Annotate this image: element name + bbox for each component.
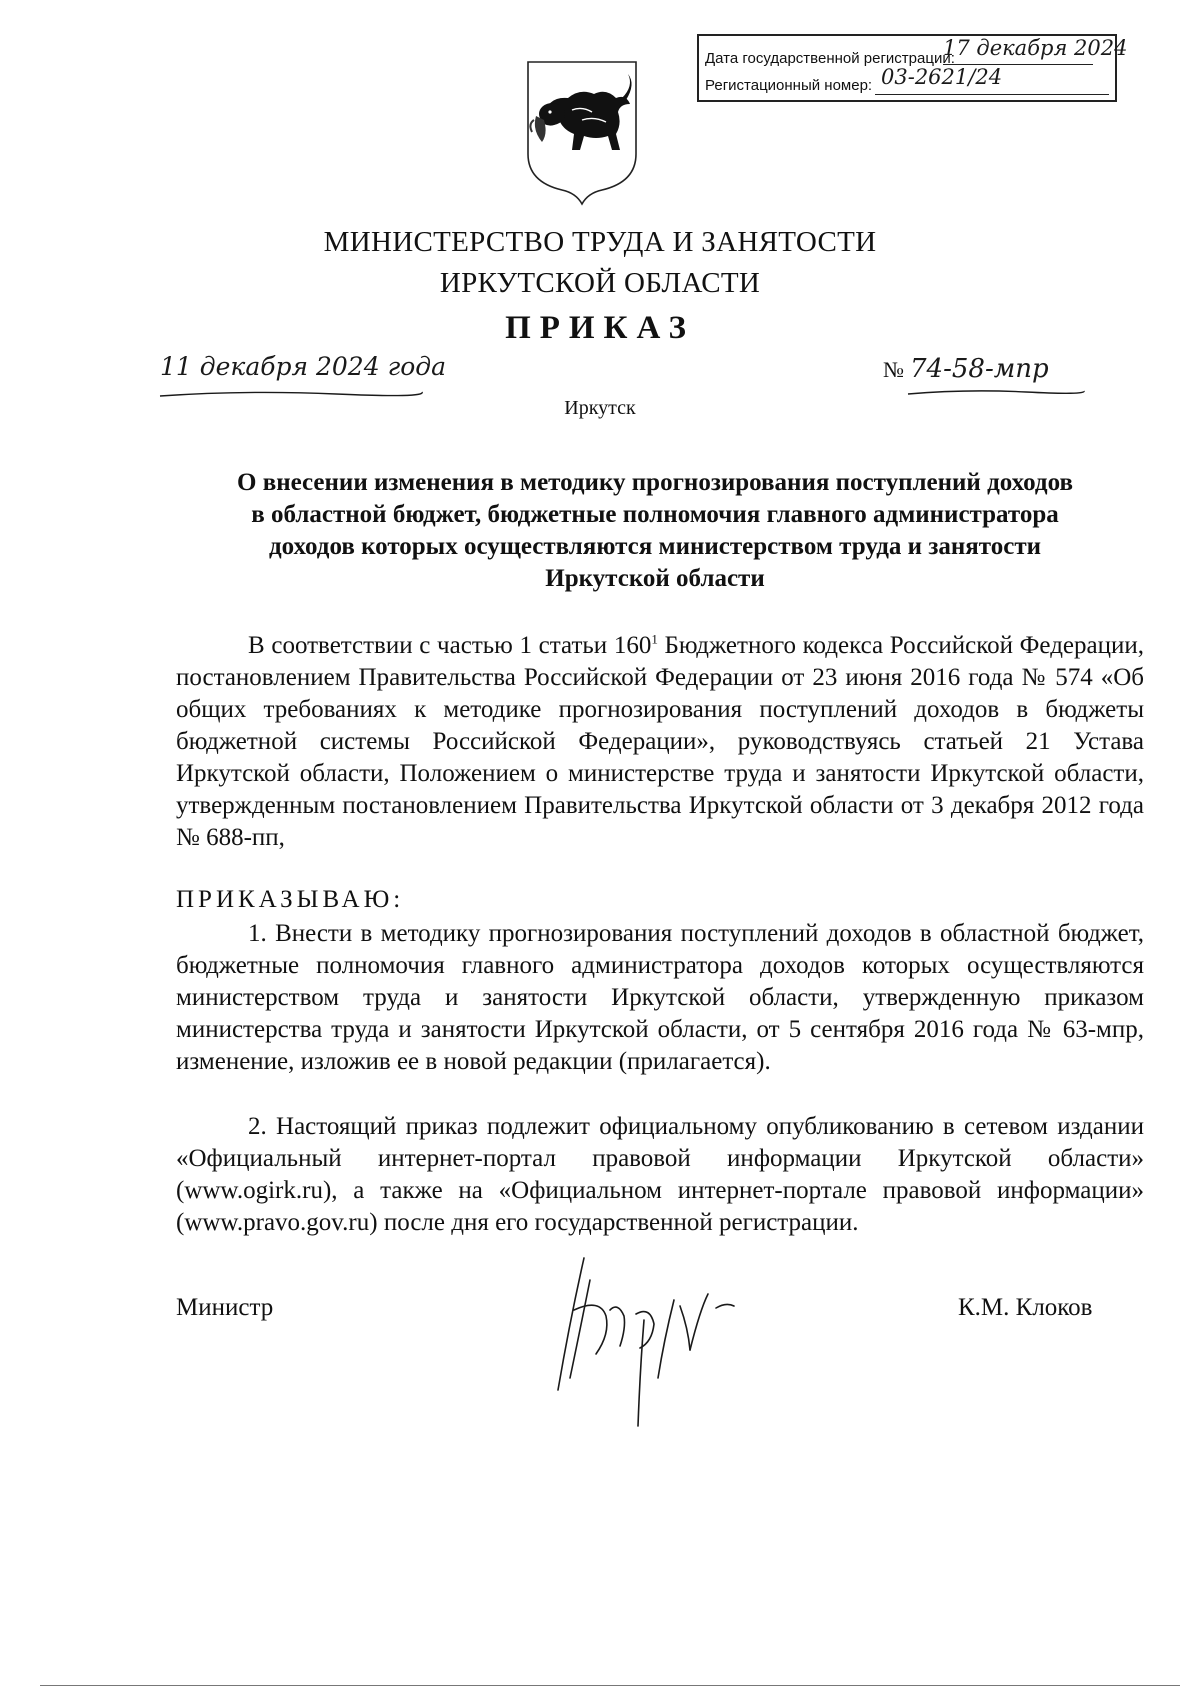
subject-line: О внесении изменения в методику прогнозирования поступлений доходов <box>237 469 1073 496</box>
signatory-title: Министр <box>176 1294 274 1321</box>
order-item-1: 1. Внести в методику прогнозирования поступлений доходов в областной бюджет, бюджетные полномочия главного администратора доходов которых осуществляются министерством труда и занятости Иркутской области, утвержденную приказом министерства труда и занятости Иркутской области, от 5 сентября 2016 года № 63-мпр, изменение, изложив ее в новой редакции (прилагается). <box>176 920 1144 1075</box>
order-date-handwritten: 11 декабря 2024 года <box>160 352 446 381</box>
order-number <box>883 354 1049 384</box>
city-name: Иркутск <box>564 397 636 419</box>
order-item-2: 2. Настоящий приказ подлежит официальному опубликованию в сетевом издании «Официальный интернет-портал правовой информации Иркутской области» (www.ogirk.ru), а также на «Официальном интернет-портале правовой информации» (www.pravo.gov.ru) после дня его государственной регистрации. <box>176 1113 1144 1236</box>
handwritten-signature <box>540 1250 800 1430</box>
subject-line: Иркутской области <box>545 565 765 592</box>
registration-date-label: Дата государственной регистрации: <box>705 50 955 67</box>
registration-number-underline <box>875 94 1109 95</box>
subject-line: доходов которых осуществляются министерством труда и занятости <box>268 533 1042 560</box>
registration-number-label: Регистационный номер: <box>705 77 873 94</box>
order-number-handwritten: 74-58-мпр <box>910 354 1049 384</box>
registration-number-value: 03-2621/24 <box>881 65 1003 89</box>
preamble-text-rest: Бюджетного кодекса Российской Федерации, постановлением Правительства Российской Федерации от 23 июня 2016 года № 574 «Об общих требованиях к методике прогнозирования поступлений доходов в бюджеты бюджетной системы Российской Федерации», руководствуясь статьей 21 Устава Иркутской области, Положением о министерстве труда и занятости Иркутской области, утвержденным постановлением Правительства Иркутской области от 3 декабря 2012 года № 688-пп, <box>176 632 1144 851</box>
ministry-name-line2: ИРКУТСКОЙ ОБЛАСТИ <box>439 267 761 299</box>
order-subject <box>160 467 1150 595</box>
registration-stamp <box>697 34 1128 102</box>
preamble-paragraph <box>176 630 1144 854</box>
order-directive-word: ПРИКАЗЫВАЮ: <box>176 886 405 913</box>
signatory-name: К.М. Клоков <box>958 1294 1093 1321</box>
registration-number-line <box>705 77 872 94</box>
document-type-title: ПРИКАЗ <box>505 310 695 346</box>
page-bottom-divider <box>40 1685 1180 1686</box>
registration-date-value: 17 декабря 2024 <box>943 36 1128 60</box>
ministry-name-line1: МИНИСТЕРСТВО ТРУДА И ЗАНЯТОСТИ <box>323 226 877 258</box>
subject-line: в областной бюджет, бюджетные полномочия главного администратора <box>251 501 1059 528</box>
coat-of-arms-icon <box>522 58 642 208</box>
number-sign: № <box>883 357 904 382</box>
article-superscript: 1 <box>651 631 658 647</box>
preamble-text-start: В соответствии с частью 1 статьи 160 <box>248 632 652 659</box>
